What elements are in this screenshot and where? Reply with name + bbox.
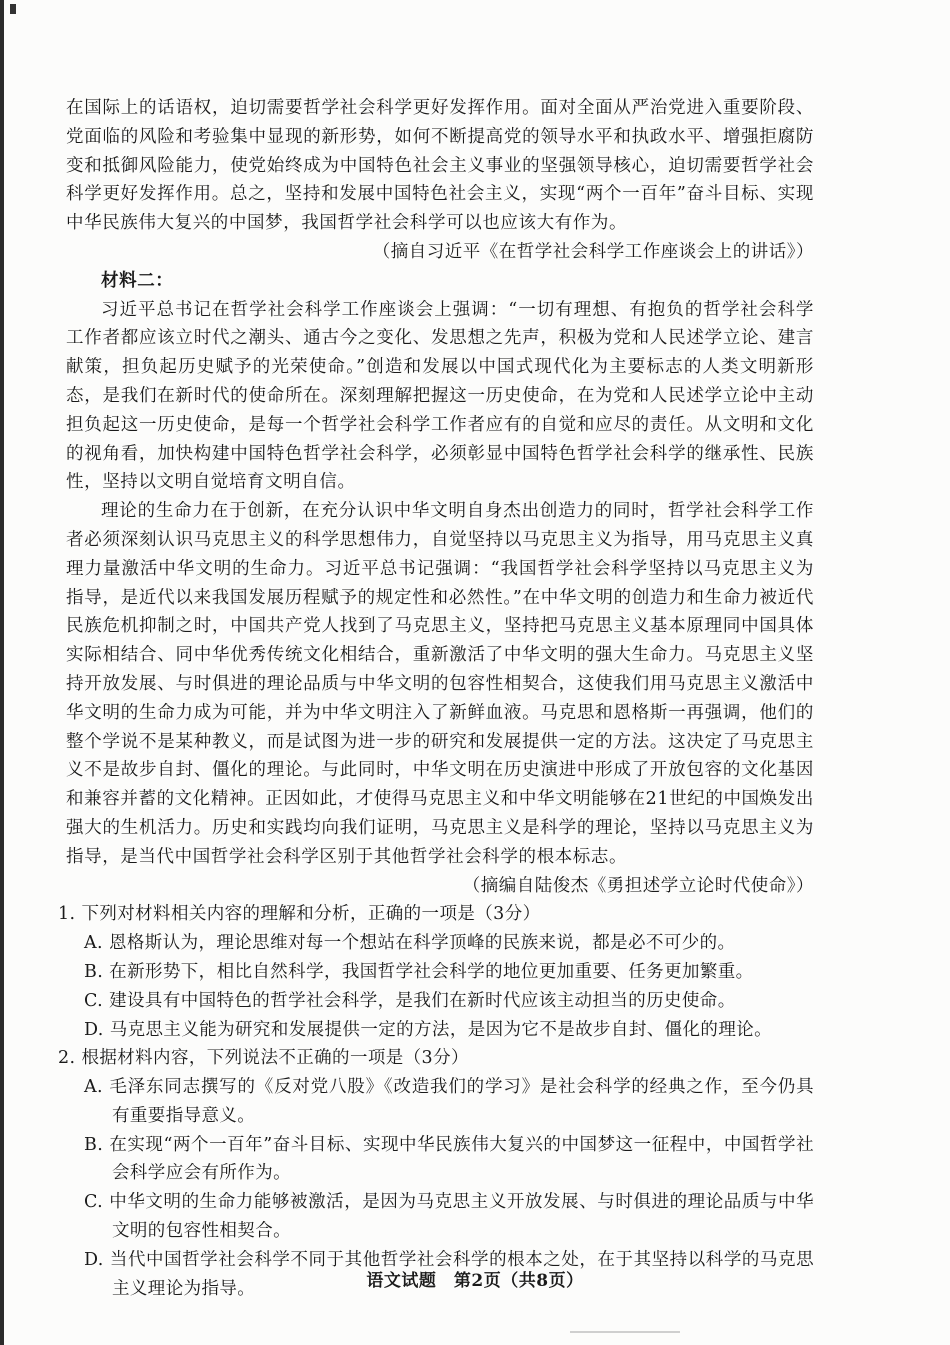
scan-mark [10, 4, 16, 14]
question-2 [58, 1044, 814, 1303]
question-stem: 2. 根据材料内容，下列说法不正确的一项是（3分） [58, 1048, 469, 1069]
question-option: D. 当代中国哲学社会科学不同于其他哲学社会科学的根本之处，在于其坚持以科学的马克思主义理论为指导。 [84, 1249, 814, 1299]
source-citation-2: （摘编自陆俊杰《勇担述学立论时代使命》） [462, 875, 814, 896]
question-option: A. 毛泽东同志撰写的《反对党八股》《改造我们的学习》是社会科学的经典之作，至今仍具有重要指导意义。 [84, 1077, 814, 1126]
question-option: C. 建设具有中国特色的哲学社会科学，是我们在新时代应该主动担当的历史使命。 [84, 990, 736, 1011]
question-option: B. 在实现“两个一百年”奋斗目标、实现中华民族伟大复兴的中国梦这一征程中，中国哲学社会科学应会有所作为。 [84, 1134, 814, 1184]
question-option: A. 恩格斯认为，理论思维对每一个想站在科学顶峰的民族来说，都是必不可少的。 [84, 933, 736, 954]
paragraph-top: 在国际上的话语权，迫切需要哲学社会科学更好发挥作用。面对全面从严治党进入重要阶段、党面临的风险和考验集中显现的新形势，如何不断提高党的领导水平和执政水平、增强拒腐防变和抵御风险能力，使党始终成为中国特色社会主义事业的坚强领导核心，迫切需要哲学社会科学更好发挥作用。总之，坚持和发展中国特色社会主义，实现“两个一百年”奋斗目标、实现中华民族伟大复兴的中国梦，我国哲学社会科学可以也应该大有作为。 [66, 98, 814, 234]
question-option: C. 中华文明的生命力能够被激活，是因为马克思主义开放发展、与时俱进的理论品质与中华文明的包容性相契合。 [84, 1192, 814, 1242]
scan-artifact-line [570, 1331, 680, 1333]
source-citation-1: （摘自习近平《在哲学社会科学工作座谈会上的讲话》） [372, 241, 814, 262]
scan-edge [0, 0, 4, 1345]
material-2-paragraph-1: 习近平总书记在哲学社会科学工作座谈会上强调：“一切有理想、有抱负的哲学社会科学工作者都应该立时代之潮头、通古今之变化、发思想之先声，积极为党和人民述学立论、建言献策，担负起历史赋予的光荣使命。”创造和发展以中国式现代化为主要标志的人类文明新形态，是我们在新时代的使命所在。深刻理解把握这一历史使命，在为党和人民述学立论中主动担负起这一历史使命，是每一个哲学社会科学工作者应有的自觉和应尽的责任。从文明和文化的视角看，加快构建中国特色哲学社会科学，必须彰显中国特色哲学社会科学的继承性、民族性，坚持以文明自觉培育文明自信。 [66, 299, 814, 493]
question-option: D. 马克思主义能为研究和发展提供一定的方法，是因为它不是故步自封、僵化的理论。 [84, 1019, 773, 1040]
question-stem: 1. 下列对材料相关内容的理解和分析，正确的一项是（3分） [58, 904, 541, 925]
page-content [58, 94, 814, 1303]
page-footer: 语文试题 第2页（共8页） [366, 1271, 584, 1291]
question-1 [58, 900, 814, 1044]
material-2-heading: 材料二： [101, 270, 174, 291]
material-2-paragraph-2: 理论的生命力在于创新，在充分认识中华文明自身杰出创造力的同时，哲学社会科学工作者必须深刻认识马克思主义的科学思想伟力，自觉坚持以马克思主义为指导，用马克思主义真理力量激活中华文明的生命力。习近平总书记强调：“我国哲学社会科学坚持以马克思主义为指导，是近代以来我国发展历程赋予的规定性和必然性。”在中华文明的创造力和生命力被近代民族危机抑制之时，中国共产党人找到了马克思主义，坚持把马克思主义基本原理同中国具体实际相结合、同中华优秀传统文化相结合，重新激活了中华文明的强大生命力。马克思主义坚持开放发展、与时俱进的理论品质与中华文明的包容性相契合，这使我们用马克思主义激活中华文明的生命力成为可能，并为中华文明注入了新鲜血液。马克思和恩格斯一再强调，他们的整个学说不是某种教义，而是试图为进一步的研究和发展提供一定的方法。这决定了马克思主义不是故步自封、僵化的理论。与此同时，中华文明在历史演进中形成了开放包容的文化基因和兼容并蓄的文化精神。正因如此，才使得马克思主义和中华文明能够在21世纪的中国焕发出强大的生机活力。历史和实践均向我们证明，马克思主义是科学的理论，坚持以马克思主义为指导，是当代中国哲学社会科学区别于其他哲学社会科学的根本标志。 [66, 501, 814, 867]
question-option: B. 在新形势下，相比自然科学，我国哲学社会科学的地位更加重要、任务更加繁重。 [84, 961, 754, 982]
